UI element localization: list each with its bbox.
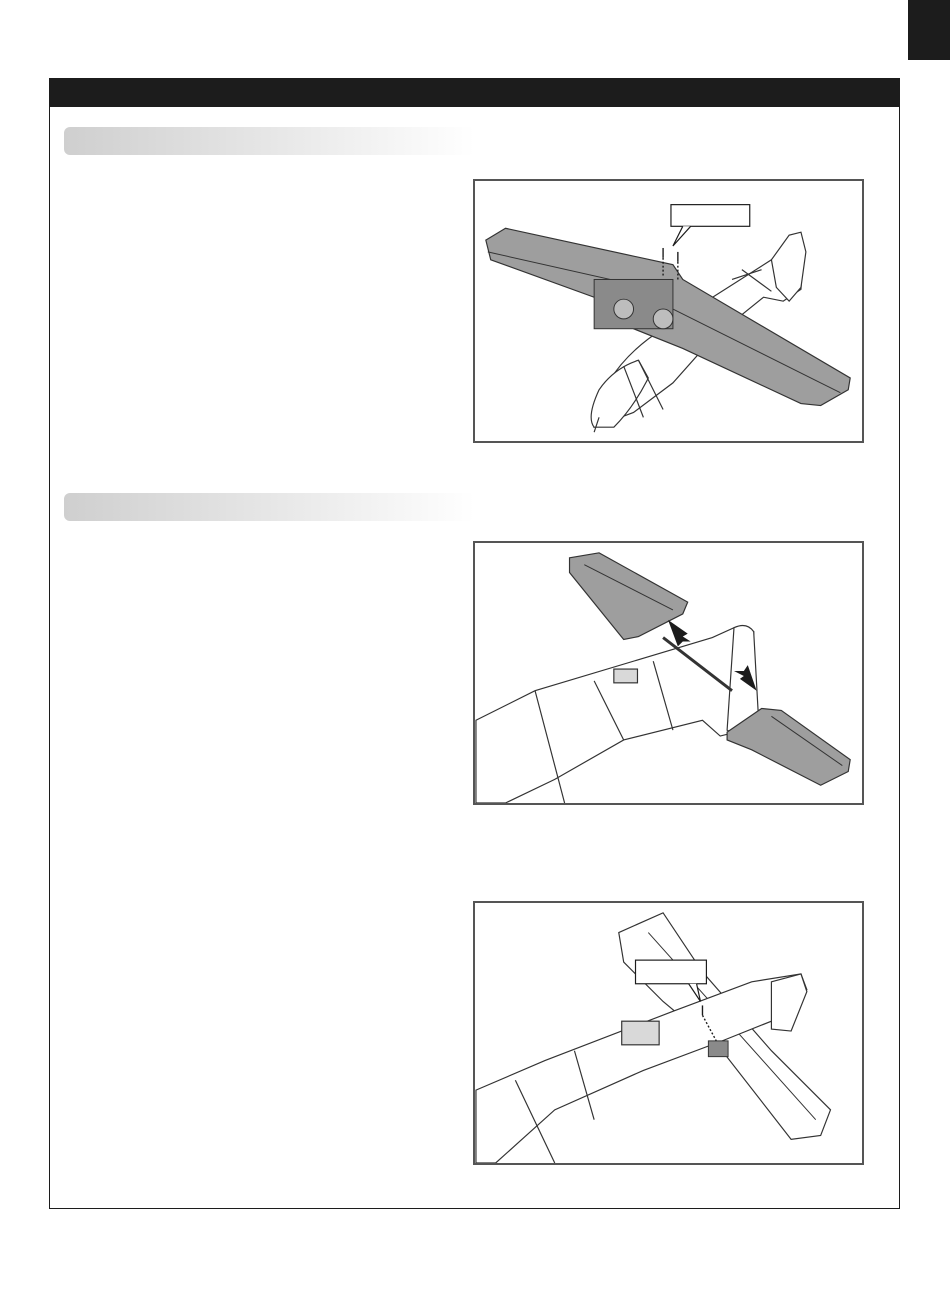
section-heading-wing [64, 127, 475, 155]
wing-installation-figure [473, 179, 864, 443]
stabilizer-installation-figure [473, 541, 864, 805]
content-frame [49, 78, 900, 1209]
stabilizer-screw-illustration [475, 903, 862, 1163]
page-header-bar [50, 79, 899, 107]
screw-callout [671, 205, 750, 246]
section-heading-tail [64, 493, 475, 521]
stabilizer-plate [708, 1041, 728, 1057]
rear-fuselage [476, 625, 759, 803]
wing-installation-illustration [475, 181, 862, 441]
left-stabilizer [570, 553, 688, 640]
stabilizer-screw-figure [473, 901, 864, 1165]
right-stabilizer [727, 708, 850, 785]
page-corner-tab [908, 0, 950, 60]
stabilizer-installation-illustration [475, 543, 862, 803]
